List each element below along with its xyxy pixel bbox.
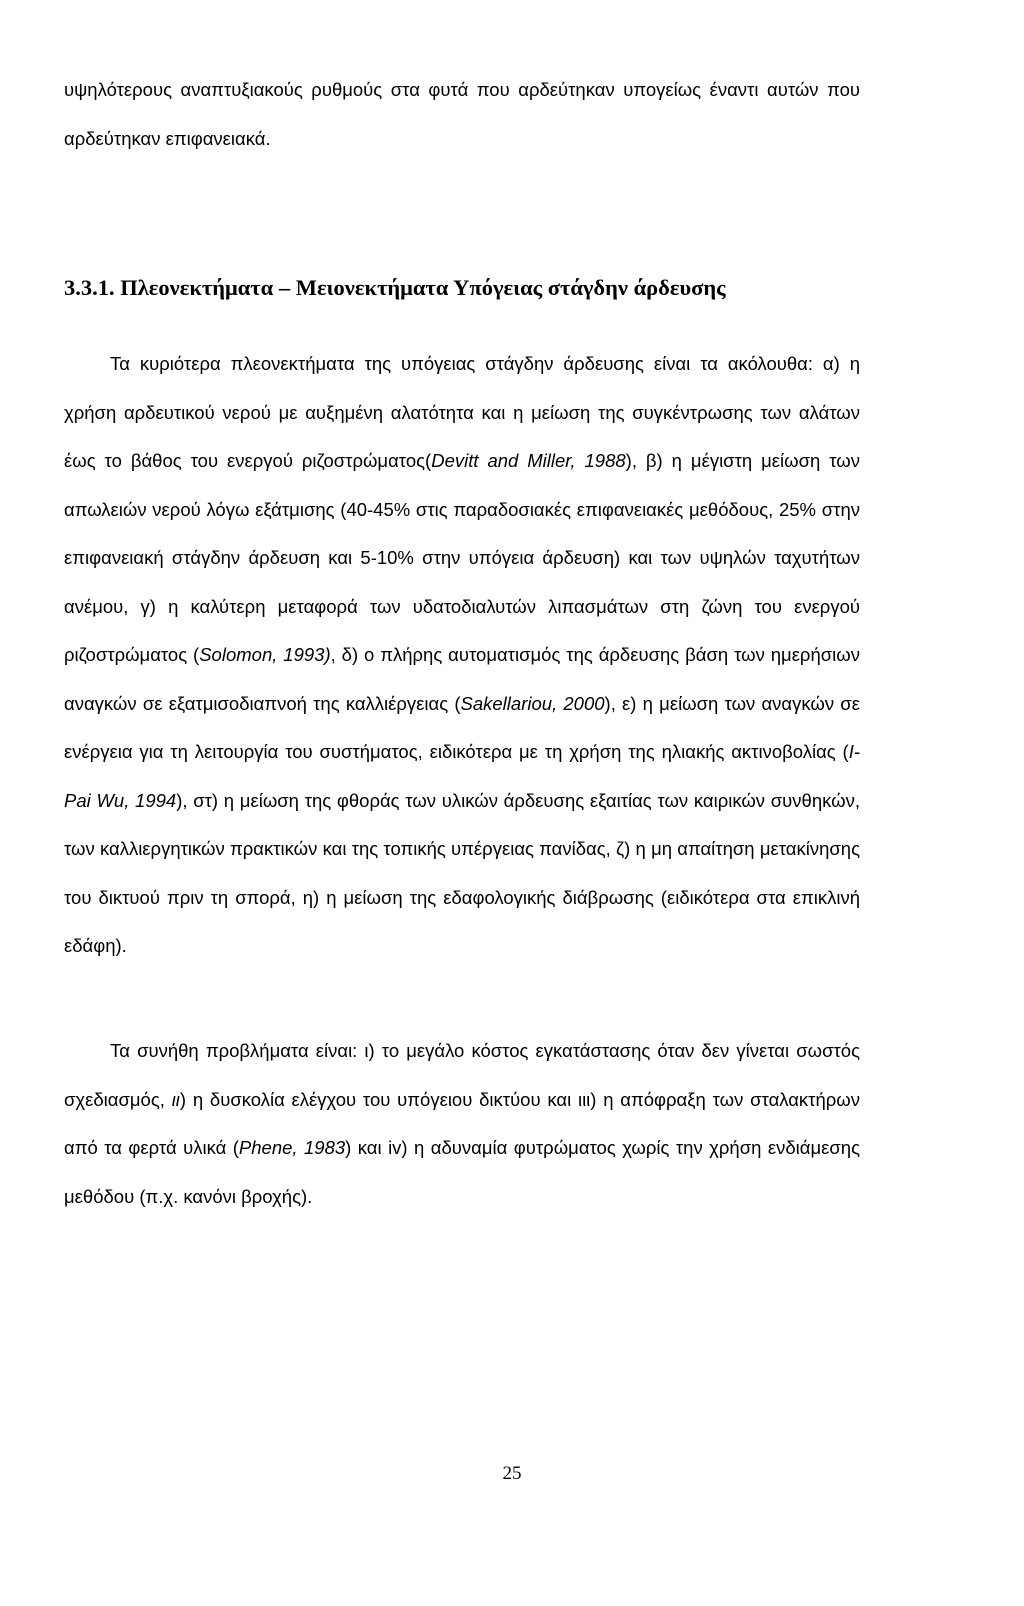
citation-phene: Phene, 1983 — [238, 1137, 346, 1158]
disadvantages-text-2: ) η δυσκολία ελέγχου του υπόγειου δικτύου και ιιι) η απόφραξη των σταλακτήρων από τα φερτά υλικά ( — [64, 1088, 860, 1158]
advantages-text-2: ), β) η μέγιστη μείωση των απωλειών νερού λόγω εξάτμισης (40-45% στις παραδοσιακές επιφανειακές μεθόδους, 25% στην επιφανειακή στάγδην άρδευση και 5-10% στην υπόγεια άρδευση) και των υψηλών ταχυτήτων ανέμου, γ) η καλύτερη μεταφορά των υδατοδιαλυτών λιπασμάτων στη ζώνη του ενεργού ριζοστρώματος ( — [64, 450, 860, 665]
advantages-text-4: ), ε) η μείωση των αναγκών σε ενέργεια για τη λειτουργία του συστήματος, ειδικότερα με τη χρήση της ηλιακής ακτινοβολίας ( — [64, 692, 860, 762]
section-heading: 3.3.1. Πλεονεκτήματα – Μειονεκτήματα Υπόγειας στάγδην άρδευσης — [64, 275, 726, 300]
disadvantages-text-3: ) και iv) η αδυναμία φυτρώματος χωρίς την χρήση ενδιάμεσης μεθόδου (π.χ. κανόνι βροχής). — [64, 1137, 860, 1207]
disadvantages-paragraph — [64, 1027, 860, 1221]
citation-sakellariou: Sakellariou, 2000 — [460, 692, 605, 714]
page-number: 25 — [502, 1463, 522, 1484]
advantages-paragraph — [64, 340, 860, 971]
citation-ipai-wu: I-Pai Wu, 1994 — [64, 741, 860, 811]
advantages-text-3: , δ) ο πλήρης αυτοματισμός της άρδευσης βάση των ημερήσιων αναγκών σε εξατμισοδιαπνοή της καλλιέργειας ( — [64, 644, 860, 714]
intro-paragraph: υψηλότερους αναπτυξιακούς ρυθμούς στα φυτά που αρδεύτηκαν υπογείως έναντι αυτών που αρδεύτηκαν επιφανειακά. — [64, 79, 860, 149]
disadvantages-text-1: Τα συνήθη προβλήματα είναι: ι) το μεγάλο κόστος εγκατάστασης όταν δεν γίνεται σωστός σχεδιασμός, — [64, 1040, 860, 1110]
advantages-text-5: ), στ) η μείωση της φθοράς των υλικών άρδευσης εξαιτίας των καιρικών συνθηκών, των καλλιεργητικών πρακτικών και της τοπικής υπέργειας πανίδας, ζ) η μη απαίτηση μετακίνησης του δικτυού πριν τη σπορά, η) η μείωση της εδαφολογικής διάβρωσης (ειδικότερα στα επικλινή εδάφη). — [64, 789, 860, 956]
advantages-text-1: Τα κυριότερα πλεονεκτήματα της υπόγειας στάγδην άρδευσης είναι τα ακόλουθα: α) η χρήση αρδευτικού νερού με αυξημένη αλατότητα και η μείωση της συγκέντρωσης των αλάτων έως το βάθος του ενεργού ριζοστρώματος( — [64, 353, 860, 471]
list-marker-ii: ιι — [171, 1088, 180, 1110]
citation-devitt-miller: Devitt and Miller, 1988 — [431, 450, 626, 471]
citation-solomon: Solomon, 1993) — [199, 644, 331, 665]
